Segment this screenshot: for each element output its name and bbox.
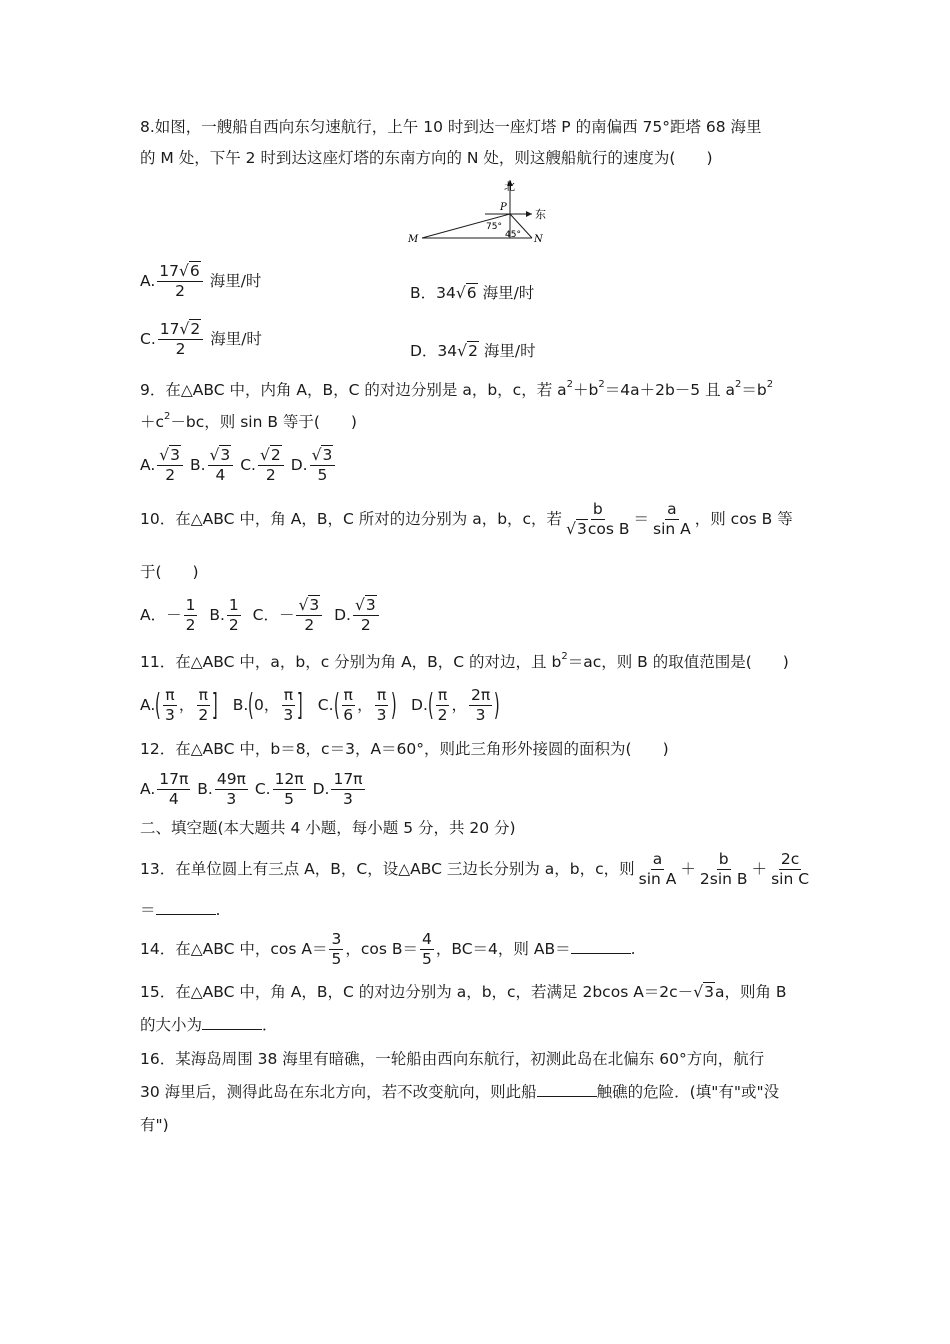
q8-line2: 的 M 处，下午 2 时到达这座灯塔的东南方向的 N 处，则这艘船航行的速度为( ) bbox=[140, 149, 713, 167]
fig-m-label: M bbox=[408, 234, 419, 245]
fig-n-label: N bbox=[534, 234, 543, 245]
q8-option-b: B．34√ 6 海里/时 bbox=[410, 281, 534, 303]
fig-angle-75: 75° bbox=[486, 222, 502, 232]
q8-option-d: D．34√ 2 海里/时 bbox=[410, 339, 536, 361]
q9-line2: $+c^2-bc$，则 sin B 等于( ) bbox=[140, 411, 357, 431]
q10-line1: 10．在△ABC 中，角 A，B，C 所对的边分别为 a，b，c，若 b √ 3cos B ＝ $\frac{a}{\text{sin A}}$ ，则 cos B 等 bbox=[140, 500, 793, 539]
q11-options bbox=[140, 686, 500, 725]
q15-line2: 的大小为 ． bbox=[140, 1016, 278, 1034]
q9-option-d: D. √ $\frac{3}{5}$ bbox=[291, 456, 338, 474]
q8-figure bbox=[400, 176, 560, 248]
q13-answer-blank[interactable] bbox=[156, 900, 216, 915]
fig-east-label: 东 bbox=[535, 208, 546, 221]
fig-angle-45: 45° bbox=[505, 230, 521, 240]
q15-line1: 15．在△ABC 中，角 A，B，C 的对边分别为 a，b，c，若满足 2bcos A＝2c－√ 3a，则角 B bbox=[140, 982, 787, 1002]
q9-option-b: B. √ $\frac{3}{4}$ bbox=[190, 456, 235, 474]
q14-line: 14．在△ABC 中，cos A＝ $\frac{3}{5}$ ，cos B＝ $\frac{4}{5}$ ，BC＝4，则 AB＝ . bbox=[140, 930, 636, 968]
q11-option-c: C.( $\frac{\pi}{6}$ ， $\frac{\pi}{3}$ ) bbox=[317, 686, 397, 724]
q13-line2: ＝ . bbox=[140, 901, 221, 919]
q12-option-c: C. $\frac{12\pi}{5}$ bbox=[254, 770, 304, 808]
q12-option-d: D. $\frac{17\pi}{3}$ bbox=[312, 770, 363, 808]
q12-options bbox=[140, 770, 367, 809]
q8-line1: 8.如图，一艘船自西向东匀速航行，上午 10 时到达一座灯塔 P 的南偏西 75°距塔 68 海里 bbox=[140, 118, 762, 136]
q10-option-c: C．－ √ $\frac{3}{2}$ bbox=[253, 606, 325, 624]
q9-option-c: C. √ $\frac{2}{2}$ bbox=[240, 456, 286, 474]
q11-option-d: D.( $\frac{\pi}{2}$ ， $\frac{2\pi}{3}$ ) bbox=[411, 686, 501, 724]
q10-line2: 于( ) bbox=[140, 563, 199, 581]
q15-answer-blank[interactable] bbox=[202, 1015, 262, 1030]
q14-answer-blank[interactable] bbox=[571, 939, 631, 954]
q11-option-a: A.( $\frac{\pi}{3}$ ， $\frac{\pi}{2}$ ] bbox=[140, 686, 219, 724]
q12-line: 12．在△ABC 中，b＝8，c＝3，A＝60°，则此三角形外接圆的面积为( ) bbox=[140, 740, 669, 758]
q8-option-c: C. $\frac{17√ 2}{2}$ 海里/时 bbox=[140, 320, 262, 359]
q9-option-a: A. √ $\frac{3}{2}$ bbox=[140, 456, 185, 474]
section-heading: 二、填空题(本大题共 4 小题，每小题 5 分，共 20 分) bbox=[140, 819, 516, 837]
q12-option-a: A. $\frac{17\pi}{4}$ bbox=[140, 770, 189, 808]
q10-option-b: B. $\frac{1}{2}$ bbox=[209, 596, 239, 634]
q16-answer-blank[interactable] bbox=[537, 1082, 597, 1097]
fig-north-label: 北 bbox=[504, 180, 515, 193]
q16-line3: 有") bbox=[140, 1116, 169, 1134]
q10-option-d: D. √ $\frac{3}{2}$ bbox=[334, 606, 381, 624]
q10-options bbox=[140, 596, 381, 635]
q11-line1: 11．在△ABC 中，a，b，c 分别为角 A，B，C 的对边，且 $b^2=ac$，则 B 的取值范围是( ) bbox=[140, 651, 789, 671]
q8-option-a: A. $\frac{17√ 6}{2}$ 海里/时 bbox=[140, 262, 261, 301]
fig-p-label: P bbox=[500, 202, 507, 213]
q11-option-b: B.(0， $\frac{\pi}{3}$ ] bbox=[232, 686, 304, 724]
q16-line1: 16．某海岛周围 38 海里有暗礁，一轮船由西向东航行，初测此岛在北偏东 60°方向，航行 bbox=[140, 1050, 765, 1068]
q9-options bbox=[140, 446, 337, 485]
q16-line2: 30 海里后，测得此岛在东北方向，若不改变航向，则此船 触礁的危险．(填"有"或"没 bbox=[140, 1083, 780, 1101]
q12-option-b: B. $\frac{49\pi}{3}$ bbox=[197, 770, 246, 808]
q10-option-a: A．－ $\frac{1}{2}$ bbox=[140, 596, 196, 634]
q13-line1: 13．在单位圆上有三点 A，B，C，设△ABC 三边长分别为 a，b，c，则 $\frac{a}{\text{sin A}}$ ＋ $\frac{b}{\text{2sin B}}$ ＋ $\frac{2c}{\text{sin C}}$ bbox=[140, 850, 810, 888]
q9-line1: 9．在△ABC 中，内角 A，B，C 的对边分别是 a，b，c，若 $a^2+b^2=4a+2b-5$ 且 $a^2=b^2$ bbox=[140, 379, 774, 399]
